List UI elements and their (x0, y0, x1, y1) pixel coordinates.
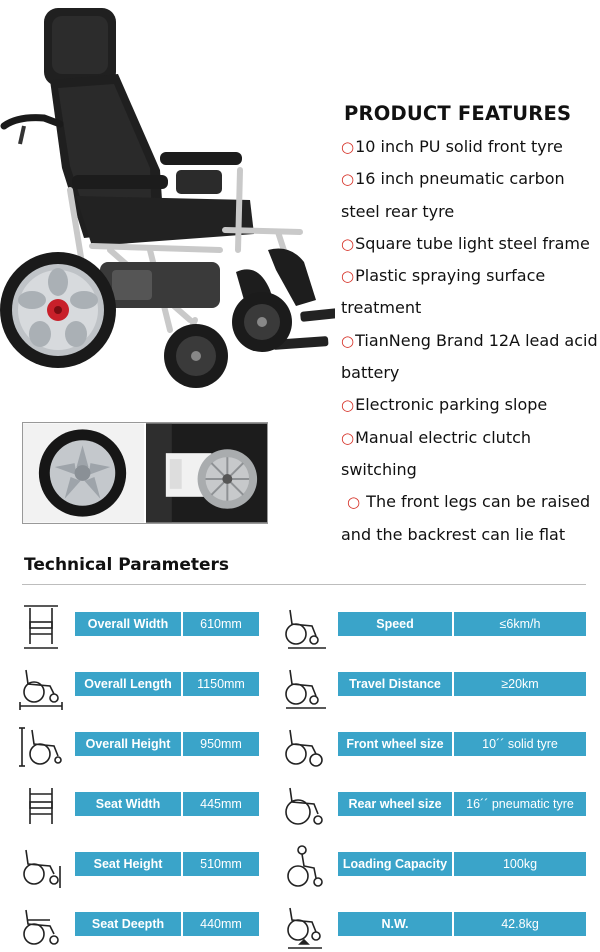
parameter-row (0, 722, 600, 782)
seat-height-diagram-icon (18, 844, 64, 890)
param-value: 100kg (454, 852, 586, 876)
param-value: 610mm (183, 612, 259, 636)
bullet-icon: ○ (341, 267, 355, 286)
param-label: Seat Deepth (75, 912, 181, 936)
param-label: Loading Capacity (338, 852, 452, 876)
param-label: Rear wheel size (338, 792, 452, 816)
feature-item: ○Plastic spraying surface treatment (341, 266, 546, 318)
feature-item: ○Electronic parking slope (341, 395, 548, 415)
param-value: 1150mm (183, 672, 259, 696)
bullet-icon: ○ (347, 493, 361, 512)
feature-item: ○TianNeng Brand 12A lead acid battery (341, 330, 598, 383)
feature-item: ○10 inch PU solid front tyre (341, 137, 563, 156)
rear-wheel-wheelchair-icon (282, 784, 328, 830)
feature-item: ○Manual electric clutch switching (341, 427, 532, 479)
param-label: Front wheel size (338, 732, 452, 756)
param-value: ≥20km (454, 672, 586, 696)
seat-depth-diagram-icon (18, 904, 64, 950)
param-value: 950mm (183, 732, 259, 756)
loading-capacity-icon (282, 844, 328, 890)
front-wheel-wheelchair-icon (282, 724, 328, 770)
parameter-row (0, 602, 600, 662)
section-divider (22, 584, 586, 585)
width-diagram-icon (18, 604, 64, 650)
bullet-icon: ○ (341, 234, 355, 253)
param-label: Overall Width (75, 612, 181, 636)
param-label: Speed (338, 612, 452, 636)
distance-wheelchair-icon (282, 664, 328, 710)
feature-item: ○16 inch pneumatic carbon steel rear tyre (341, 169, 565, 221)
technical-parameters-title: Technical Parameters (24, 555, 230, 575)
wheelchair-product-image (0, 0, 335, 410)
param-value: 42.8kg (454, 912, 586, 936)
product-features (341, 100, 599, 551)
seat-width-diagram-icon (18, 784, 64, 830)
length-diagram-icon (18, 664, 64, 710)
param-value: 440mm (183, 912, 259, 936)
param-label: Overall Length (75, 672, 181, 696)
param-value: 16´´ pneumatic tyre (454, 792, 586, 816)
parameter-row (0, 662, 600, 722)
parameter-row (0, 902, 600, 952)
param-label: N.W. (338, 912, 452, 936)
param-label: Seat Height (75, 852, 181, 876)
param-value: 10´´ solid tyre (454, 732, 586, 756)
feature-item: ○ The front legs can be raised and the backrest can lie flat (341, 492, 591, 544)
speed-wheelchair-icon (282, 604, 328, 650)
param-label: Seat Width (75, 792, 181, 816)
param-label: Overall Height (75, 732, 181, 756)
feature-item: ○Square tube light steel frame (341, 233, 590, 253)
net-weight-icon (282, 904, 328, 950)
bullet-icon: ○ (341, 170, 355, 189)
height-diagram-icon (18, 724, 64, 770)
parameter-row (0, 842, 600, 902)
bullet-icon: ○ (341, 396, 355, 415)
bullet-icon: ○ (341, 428, 355, 447)
motor-detail-image (146, 423, 267, 523)
wheel-detail-image (23, 423, 144, 523)
param-value: 445mm (183, 792, 259, 816)
param-label: Travel Distance (338, 672, 452, 696)
parameter-row (0, 782, 600, 842)
bullet-icon: ○ (341, 138, 355, 156)
detail-photos (22, 422, 268, 524)
features-title: PRODUCT FEATURES (344, 102, 572, 125)
param-value: 510mm (183, 852, 259, 876)
bullet-icon: ○ (341, 331, 355, 350)
features-list (341, 131, 599, 551)
param-value: ≤6km/h (454, 612, 586, 636)
